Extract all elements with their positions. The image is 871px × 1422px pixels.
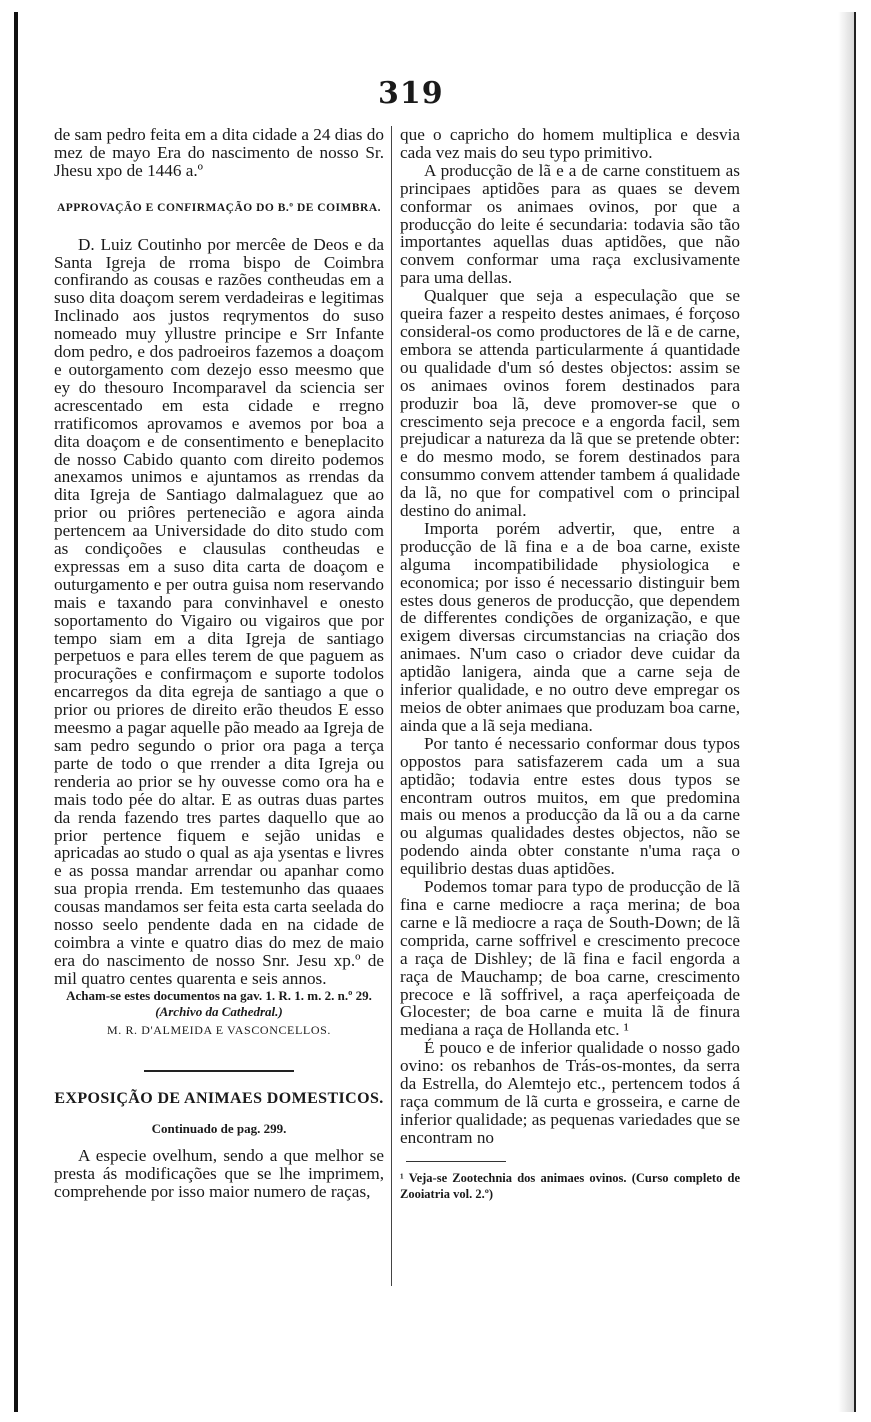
section-body: A especie ovelhum, sendo a que melhor se presta ás modificações que se lhe imprimem, comprehende por isso maior numero de raças, [54, 1146, 384, 1202]
archive-note-text: Acham-se estes documentos na gav. 1. R. 1. m. 2. n.º 29. [66, 987, 372, 1003]
approval-body: D. Luiz Coutinho por mercêe de Deos e da Santa Igreja de rroma bispo de Coimbra confirando as cousas e razões contheudas em a suso dita doaçom serem verdadeiras e legitimas Inclinado aos justos reqrymentos do suso nomeado muy yllustre principe e Srr Infante dom pedro, e dos padroeiros fazemos a doaçom e outorgamento com dezejo esso meesmo que ey do thesouro Incomparavel da sciencia ser acrescentado em esta cidade e rregno rratificomos aprovamos e avemos por boa a dita doaçom e de consentimento e beneplacito de nosso Cabido quanto com direito podemos anexamos unimos e ajuntamos as rrendas da dita Igreja de Santiago dalmalaguez que ao prior ou priôres pertenecião e agora ainda pertencem aa Universidade do dito studo com as condiçoões e clausulas contheudas e expressas em a suso dita carta de doaçom e outurgamento e per outra guisa nom reservando mais e taxando para convinhavel e onesto soportamento do Vigairo ou vigairos que por tempo siam em a dita Igreja de santiago perpetuos e para elles terem de que paguem as procurações e confirmaçom e suporte todolos encarregos da dita egreja de santiago a que o prior ou priores de direito erão theudos E esso meesmo a pagar aquelle pão meado aa Igreja de sam pedro segundo o prior ora paga a terça parte de todo o que rrender a dita Igreja ou renderia ao prior se hy ouvesse como ora ha e mais todo pée do altar. E as outras duas partes da renda fazendo tres partes daquello que ao prior pertence fiquem e sejão unidas e apricadas ao studo o qual as aja ysentas e livres e as possa mandar arrendar ou apanhar como sua propia rrenda. Em testemunho das quaaes cousas mandamos ser feita esta carta seelada do nosso seelo pendente dada en na cidade de coimbra a vinte e quatro dias do mez de maio era do nascimento de nosso Snr. Jesu xp.º de mil quatro centes quarenta e seis annos. [54, 234, 384, 988]
author-signature: M. R. D'ALMEIDA E VASCONCELLOS. [106, 1022, 331, 1037]
paragraph-1: que o capricho do homem multiplica e desvia cada vez mais do seu typo primitivo. [400, 125, 740, 162]
archive-note [54, 988, 384, 1020]
footnote-divider [406, 1161, 506, 1162]
right-column [400, 126, 740, 1202]
paragraph-5: Por tanto é necessario conformar dous typos oppostos para satisfazerem cada um a sua aptidão; todavia entre estes dous typos se encontram outros muitos, em que predomina mais ou menos a producção da lã ou a da carne ou algumas qualidades destes objectos, não se podendo ainda obter constante n'uma raça o equilibrio destas duas aptidões. [400, 733, 740, 879]
approval-heading: APPROVAÇÃO E CONFIRMAÇÃO DO B.º DE COIMBRA. [56, 201, 382, 214]
paragraph-6: Podemos tomar para typo de producção de lã fina e carne mediocre a raça merina; de boa carne e lã mediocre a raça de South-Down; de lã comprida, carne soffrivel e crescimento precoce a raça de Dishley; de lã fina e facil engorda a raça de Mauchamp; de boa carne, crescimento precoce e lã soffrivel, a raça aperfeiçoada de Glocester; de boa carne e muita lã de finura mediana a raça de Hollanda etc. ¹ [400, 877, 740, 1040]
column-divider [391, 126, 392, 1286]
page-number: 319 [378, 76, 444, 111]
left-column [54, 126, 384, 1201]
paragraph-3: Qualquer que seja a especulação que se queira fazer a respeito destes animaes, é forçoso consideral-os como productores de lã e de carne, embora se attenda particularmente á quantidade ou qualidade d'um só destes objectos: assim se os animaes ovinos forem destinados para produzir boa lã, deve promover-se que o crescimento seja precoce e a engorda facil, sem prejudicar a natureza da lã que se pretende obter: e do mesmo modo, se forem destinados para consummo convem attender tambem á qualidade da lã, no que for compativel com o principal destino do animal. [400, 286, 740, 521]
section-divider [144, 1070, 294, 1072]
page-fold-shadow [838, 12, 854, 1412]
paragraph-7: É pouco e de inferior qualidade o nosso gado ovino: os rebanhos de Trás-os-montes, da serra da Estrella, do Alemtejo etc., pertencem todos á raça commum de lã curta e grosseira, e carne de inferior qualidade; as pequenas variedades que se encontram no [400, 1038, 740, 1147]
footnote: ¹ Veja-se Zootechnia dos animaes ovinos. (Curso completo de Zooiatria vol. 2.º) [400, 1170, 740, 1201]
paragraph-4: Importa porém advertir, que, entre a producção de lã fina e a de boa carne, existe alguma incompatibilidade physiologica e economica; por isso é necessario distinguir bem estes dous generos de producção, que dependem de differentes condições de organização, e que exigem diversas circumstancias na criação dos animaes. N'um caso o criador deve cuidar da aptidão lanigera, ainda que a carne seja de inferior qualidade, e no outro deve empregar os meios de obter animaes que produzam boa carne, ainda que a lã seja mediana. [400, 518, 740, 735]
continued-note: Continuado de pag. 299. [151, 1120, 287, 1136]
opening-lines: de sam pedro feita em a dita cidade a 24 dias do mez de mayo Era do nascimento de nosso Sr. Jhesu xpo de 1446 a.º [54, 125, 384, 180]
section-title: EXPOSIÇÃO DE ANIMAES DOMESTICOS. [54, 1089, 384, 1107]
paragraph-2: A producção de lã e a de carne constituem as principaes aptidões para as quaes se devem conformar os animaes ovinos, por que a producção do leite é secundaria: todavia são tão importantes aquellas duas aptidões, que não convem conformar uma raça exclusivamente para uma dellas. [400, 160, 740, 288]
archive-note-source: (Archivo da Cathedral.) [155, 1003, 283, 1019]
